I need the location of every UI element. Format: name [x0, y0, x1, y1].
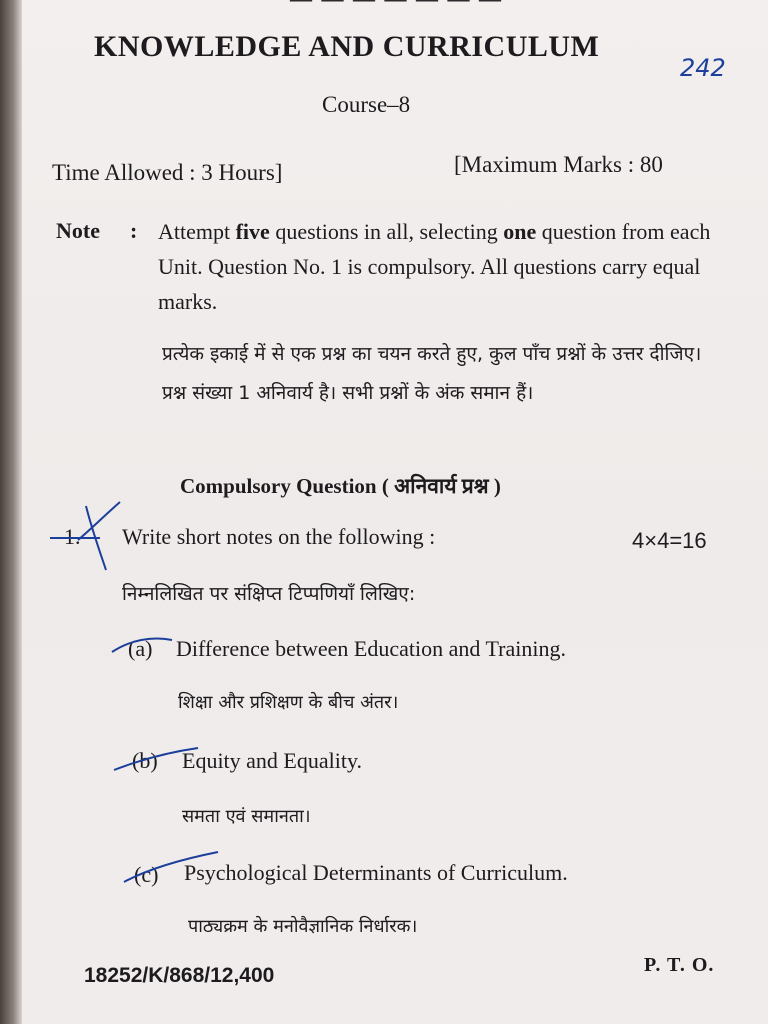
- part-a-hindi: शिक्षा और प्रशिक्षण के बीच अंतर।: [178, 692, 399, 713]
- part-b-text: Equity and Equality.: [182, 748, 363, 773]
- note-instructions-hindi: प्रत्येक इकाई में से एक प्रश्न का चयन करते हुए, कुल पाँच प्रश्नों के उत्तर दीजिए। प्रश्न संख्या 1 अनिवार्य है। सभी प्रश्नों के अंक समान हैं।: [162, 343, 702, 404]
- question-marks: 4×4=16: [632, 528, 707, 553]
- part-c-hindi: पाठ्यक्रम के मनोवैज्ञानिक निर्धारक।: [188, 916, 418, 937]
- section-heading: Compulsory Question ( अनिवार्य प्रश्न ): [180, 474, 501, 498]
- part-b-label: (b): [132, 748, 158, 773]
- maximum-marks: [Maximum Marks : 80: [454, 152, 663, 177]
- part-c-label: (c): [134, 862, 159, 887]
- note-text-middle: questions in all, selecting: [269, 219, 504, 244]
- course-label: Course–8: [322, 92, 411, 117]
- question-text: Write short notes on the following :: [122, 524, 436, 549]
- part-a-label: (a): [128, 636, 153, 661]
- question-number: 1.: [64, 524, 81, 549]
- note-colon: :: [130, 218, 138, 243]
- handwritten-number: 242: [680, 54, 726, 82]
- note-bold-five: five: [235, 219, 270, 244]
- time-allowed: Time Allowed : 3 Hours]: [52, 160, 283, 185]
- cropped-header-text: [290, 0, 503, 12]
- paper-code: 18252/K/868/12,400: [84, 964, 275, 987]
- note-bold-one: one: [503, 219, 537, 244]
- scan-edge-shadow: [0, 0, 22, 1024]
- please-turn-over: P. T. O.: [644, 954, 715, 976]
- note-label: Note: [56, 218, 100, 243]
- paper-title: KNOWLEDGE AND CURRICULUM: [94, 30, 600, 63]
- part-a-text: Difference between Education and Training.: [176, 636, 566, 661]
- note-text-prefix: Attempt: [158, 219, 236, 244]
- question-text-hindi: निम्नलिखित पर संक्षिप्त टिप्पणियाँ लिखिए:: [122, 583, 416, 605]
- note-text-suffix: question from each Unit. Question No. 1 is compulsory. All questions carry equal marks.: [158, 219, 711, 314]
- note-instructions: [158, 214, 718, 319]
- part-c-text: Psychological Determinants of Curriculum.: [184, 860, 568, 885]
- part-b-hindi: समता एवं समानता।: [182, 806, 311, 827]
